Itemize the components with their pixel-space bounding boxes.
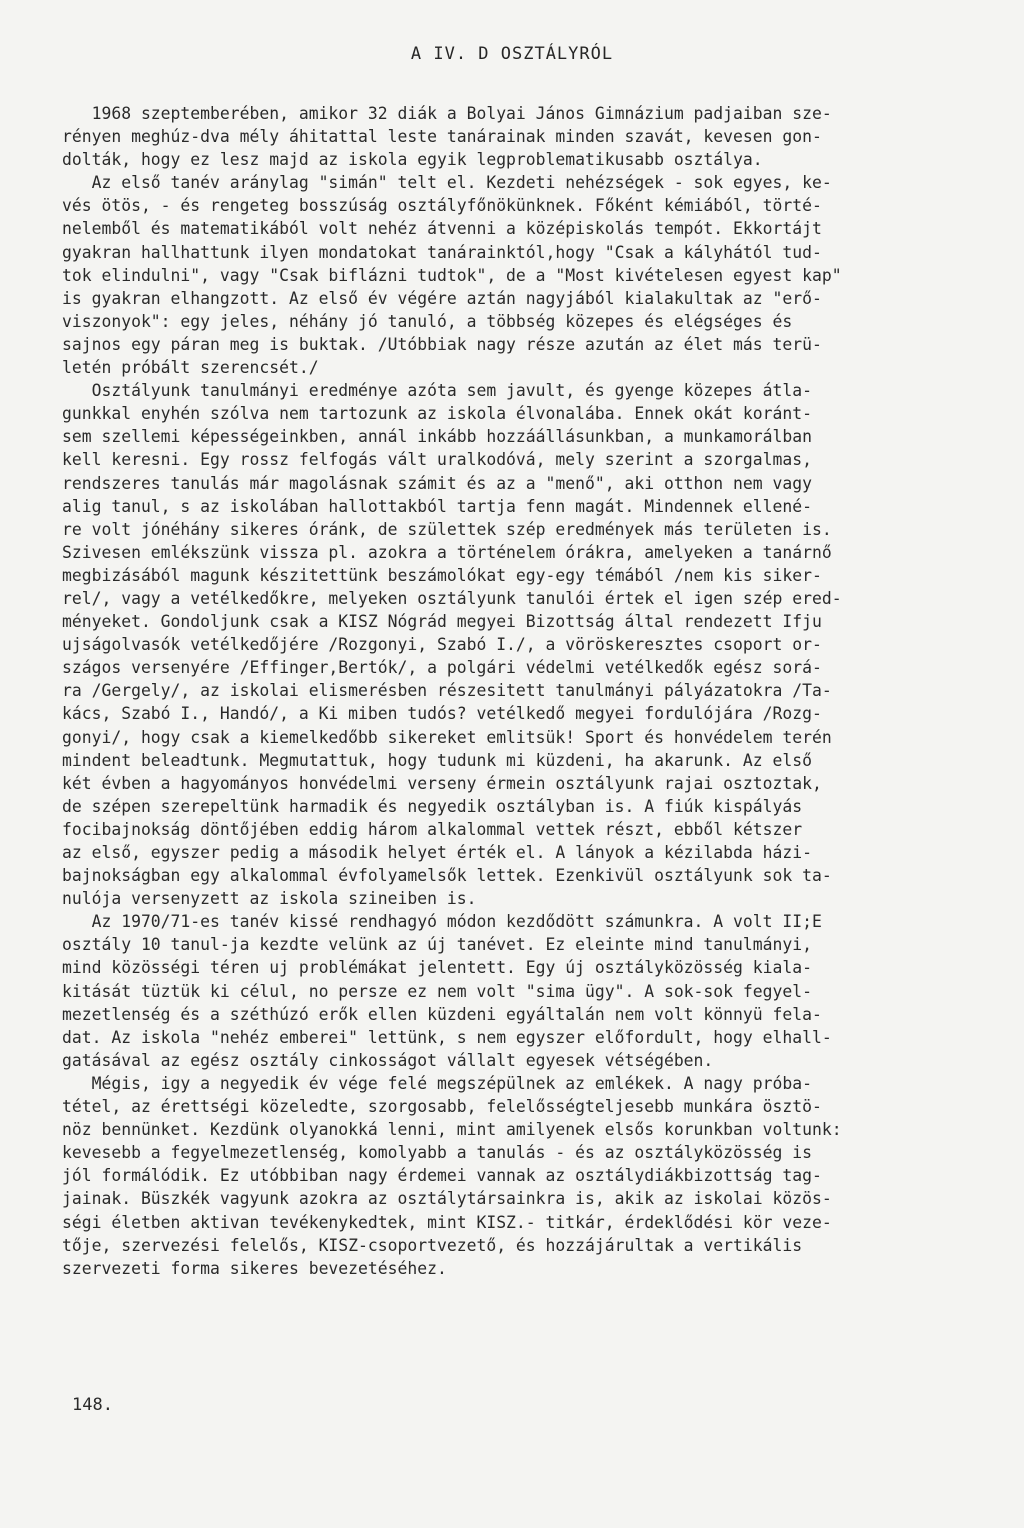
text-line: viszonyok": egy jeles, néhány jó tanuló, a többség közepes és elégséges és [62,311,793,331]
page-title: A IV. D OSZTÁLYRÓL [410,44,614,64]
text-line: ra /Gergely/, az iskolai elismerésben részesitett tanulmányi pályázatokra /Ta- [62,681,832,701]
text-line: vés ötös, - és rengeteg bosszúság osztályfőnökünknek. Főként kémiából, törté- [62,196,822,216]
text-line: gonyi/, hogy csak a kiemelkedőbb sikereket emlitsük! Sport és honvédelem terén [62,727,832,747]
text-line: rel/, vagy a vetélkedőkre, melyeken osztályunk tanulói értek el igen szép ered- [62,588,842,608]
text-line: kevesebb a fegyelmezetlenség, komolyabb a tanulás - és az osztályközösség is [62,1143,812,1163]
text-line: sajnos egy páran meg is buktak. /Utóbbiak nagy része azután az élet más terü- [62,334,822,354]
text-line: is gyakran elhangzott. Az első év végére aztán nagyjából kialakultak az "erő- [62,288,822,308]
text-line: re volt jónéhány sikeres óránk, de születtek szép eredmények más területen is. [62,519,832,539]
text-line: mindent beleadtunk. Megmutattuk, hogy tudunk mi küzdeni, ha akarunk. Az első [62,750,812,770]
text-line: sem szellemi képességeinkben, annál inkább hozzáállásunkban, a munkamorálban [62,427,812,447]
text-line: Az 1970/71-es tanév kissé rendhagyó módon kezdődött számunkra. A volt II;E [62,912,822,932]
text-line: kács, Szabó I., Handó/, a Ki miben tudós? vetélkedő megyei fordulójára /Rozg- [62,704,822,724]
text-line: gunkkal enyhén szólva nem tartozunk az iskola élvonalába. Ennek okát koránt- [62,404,812,424]
text-line: ujságolvasók vetélkedőjére /Rozgonyi, Szabó I./, a vöröskeresztes csoport or- [62,635,822,655]
text-line: nöz bennünket. Kezdünk olyanokká lenni, mint amilyenek elsős korunkban voltunk: [62,1120,842,1140]
text-line: ményeket. Gondoljunk csak a KISZ Nógrád megyei Bizottság által rendezett Ifju [62,612,822,632]
text-line: nelemből és matematikából volt nehéz átvenni a középiskolás tempót. Ekkortájt [62,219,822,239]
text-line: focibajnokság döntőjében eddig három alkalommal vettek részt, ebből kétszer [62,819,803,839]
text-line: Mégis, igy a negyedik év vége felé megszépülnek az emlékek. A nagy próba- [62,1073,812,1093]
text-line: dat. Az iskola "nehéz emberei" lettünk, s nem egyszer előfordult, hogy elhall- [62,1027,832,1047]
text-line: szágos versenyére /Effinger,Bertók/, a polgári védelmi vetélkedők egész sorá- [62,658,822,678]
text-line: tője, szervezési felelős, KISZ-csoportvezető, és hozzájárultak a vertikális [62,1235,803,1255]
text-line: 1968 szeptemberében, amikor 32 diák a Bolyai János Gimnázium padjaiban sze- [62,104,832,123]
text-line: osztály 10 tanul-ja kezdte velünk az új tanévet. Ez eleinte mind tanulmányi, [62,935,812,955]
text-line: Szivesen emlékszünk vissza pl. azokra a történelem órákra, amelyeken a tanárnő [62,542,832,562]
text-line: mind közösségi téren uj problémákat jelentett. Egy új osztályközösség kiala- [62,958,812,978]
text-line: letén próbált szerencsét./ [62,358,319,378]
text-line: kell keresni. Egy rossz felfogás vált uralkodóvá, mely szerint a szorgalmas, [62,450,812,470]
text-line: jól formálódik. Ez utóbbiban nagy érdemei vannak az osztálydiákbizottság tag- [62,1166,822,1186]
text-line: Az első tanév aránylag "simán" telt el. Kezdeti nehézségek - sok egyes, ke- [62,173,832,193]
text-line: mezetlenség és a széthúzó erők ellen küzdeni egyáltalán nem volt könnyü fela- [62,1004,822,1024]
text-line: bajnokságban egy alkalommal évfolyamelsők lettek. Ezenkivül osztályunk sok ta- [62,866,832,886]
text-line: dolták, hogy ez lesz majd az iskola egyik legproblematikusabb osztálya. [62,150,763,170]
text-line: megbizásából magunk készitettünk beszámolókat egy-egy témából /nem kis siker- [62,565,822,585]
text-line: Osztályunk tanulmányi eredménye azóta sem javult, és gyenge közepes átla- [62,381,812,401]
text-line: az első, egyszer pedig a második helyet érték el. A lányok a kézilabda házi- [62,843,812,862]
text-line: rendszeres tanulás már magolásnak számit és az a "menő", aki otthon nem vagy [62,473,812,493]
text-line: rényen meghúz-dva mély áhitattal leste tanárainak minden szavát, kevesen gon- [62,127,822,147]
text-line: szervezeti forma sikeres bevezetéséhez. [62,1258,447,1278]
text-line: alig tanul, s az iskolában hallottakból tartja fenn magát. Mindennek ellené- [62,496,812,516]
page-number: 148. [72,1395,113,1415]
text-line: kitását tüztük ki célul, no persze ez nem volt "sima ügy". A sok-sok fegyel- [62,981,812,1001]
text-line: ségi életben aktivan tevékenykedtek, mint KISZ.- titkár, érdeklődési kör veze- [62,1212,832,1232]
text-line: tétel, az érettségi közeledte, szorgosabb, felelősségteljesebb munkára ösztö- [62,1097,822,1117]
text-line: gyakran hallhattunk ilyen mondatokat tanárainktól,hogy "Csak a kályhától tud- [62,242,822,262]
text-line: gatásával az egész osztály cinkosságot vállalt egyesek vétségében. [62,1050,714,1070]
text-line: jainak. Büszkék vagyunk azokra az osztálytársainkra is, akik az iskolai közös- [62,1189,832,1209]
text-line: tok elindulni", vagy "Csak biflázni tudtok", de a "Most kivételesen egyest kap" [62,265,842,285]
text-line: de szépen szerepeltünk harmadik és negyedik osztályban is. A fiúk kispályás [62,796,803,816]
text-line: két évben a hagyományos honvédelmi verseny érmein osztályunk rajai osztoztak, [62,773,822,793]
text-line: nulója versenyzett az iskola szineiben is. [62,889,477,909]
body-text [62,102,1014,1280]
